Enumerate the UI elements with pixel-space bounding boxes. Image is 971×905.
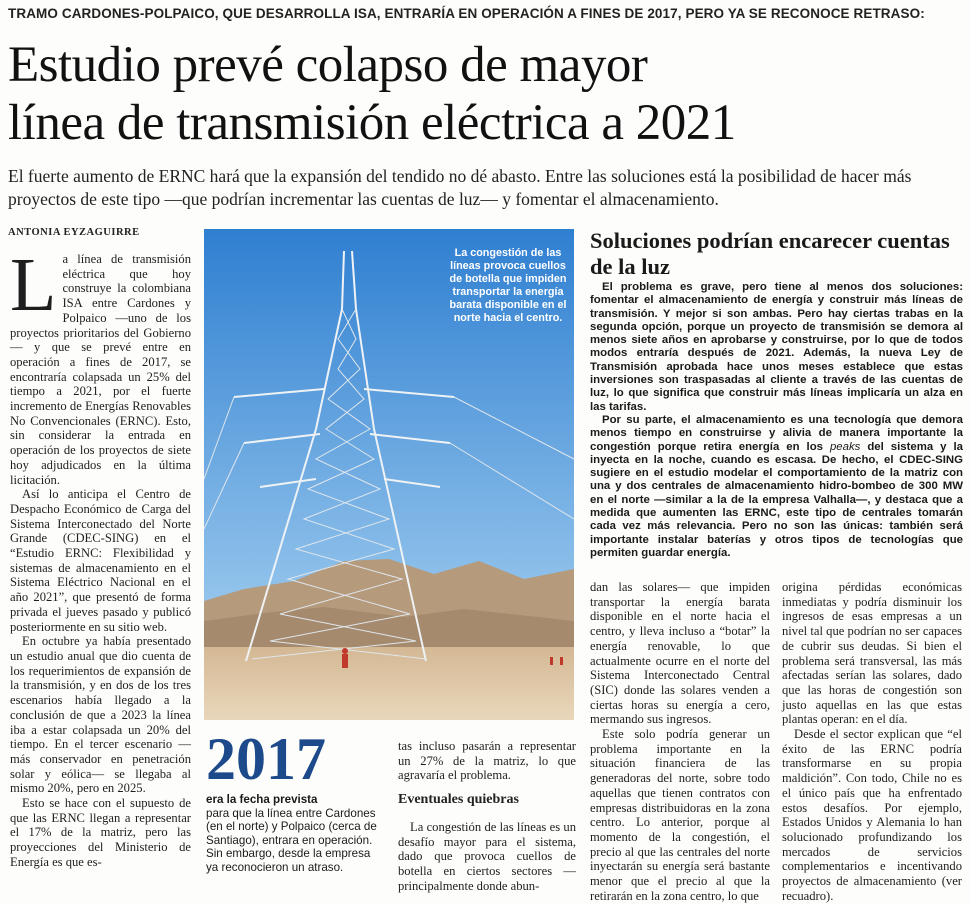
col1-paragraph-2: Así lo anticipa el Centro de Despacho Económico de Carga del Sistema Interconectado del Norte Grande (CDEC-SING) en el “Estudio ERNC: Flexibilidad y sistemas de almacenamiento en el Sistema Eléctrico Nacional en el año 2021”, que presentó de forma privada el jueves pasado y publicó posteriormente en su sitio web. <box>10 487 191 634</box>
column-1 <box>10 243 191 870</box>
sidebar-paragraph-2 <box>590 414 963 560</box>
sidebar-p2-emphasis: peaks <box>829 440 861 453</box>
kicker: TRAMO CARDONES-POLPAICO, QUE DESARROLLA ISA, ENTRARÍA EN OPERACIÓN A FINES DE 2017, PERO YA SE RECONOCE RETRASO: <box>8 6 925 21</box>
col5-paragraph-1: origina pérdidas económicas inmediatas y podría disminuir los ingresos de esas empresas a un nivel tal que podrían no ser capaces de cubrir sus deudas. Si bien el problema será transversal, las más afectadas serían las solares, dado que las horas de congestión son justo aquellas en las que estas plantas operan: en el día. <box>782 580 962 727</box>
col1-paragraph-3: En octubre ya había presentado un estudio anual que dio cuenta de los requerimientos de expansión de la transmisión, y en dos de los tres escenarios había llegado a la conclusión de que a 2023 la línea iba a estar colapsada un 20% del tiempo. En el tercer escenario —más conservador en penetración solar y eólica— se llegaba al mismo 20%, pero en 2025. <box>10 634 191 796</box>
sidebar-body <box>590 281 963 560</box>
photo-caption: La congestión de las líneas provoca cuellos de botella que impiden transportar la energía barata disponible en el norte hacia el centro. <box>449 247 567 324</box>
col4-paragraph-1: dan las solares— que impiden transportar la energía barata disponible en el norte hacia el centro, y lleva incluso a “botar” la energía renovable, lo que actualmente ocurre en el norte del Sistema Interconectado Central (SIC) donde las solares venden a ciertas horas su energía a cero, mermando sus ingresos. <box>590 580 770 727</box>
col1-paragraph-4: Esto se hace con el supuesto de que las ERNC llegan a representar el 17% de la matriz, pero las proyecciones del Ministerio de Energía es que es- <box>10 796 191 869</box>
stat-lead: era la fecha prevista <box>206 793 318 806</box>
col3-paragraph-2: La congestión de las líneas es un desafío mayor para el sistema, dado que provoca cuellos de botella en ciertos sectores —principalmente donde abun- <box>398 819 576 893</box>
sidebar-p2-part-a: Por su parte, el almacenamiento es una tecnología que demora menos tiempo en construirse y alivia de manera importante la congestión porque retira energía en los <box>590 413 963 453</box>
byline: ANTONIA EYZAGUIRRE <box>8 227 140 238</box>
col1-paragraph-1: a línea de transmisión eléctrica que hoy construye la colombiana ISA entre Cardones y Polpaico —uno de los proyectos prioritarios del Gobierno— y que se prevé entre en operación a fines de 2017, se encontraría colapsada un 25% del tiempo a 2021, por el fuerte incremento de Energías Renovables No Convencionales (ERNC). Esto, sin considerar la entrada en operación de los proyectos de siete hoy adjudicados en la última licitación. <box>10 252 191 487</box>
col5-paragraph-2: Desde el sector explican que “el éxito de las ERNC podría transformarse en su propia maldición”. Con todo, Chile no es el único país que ha enfrentado estos desafíos. Por ejemplo, Estados Unidos y Alemania lo han solucionado profundizando los mercados de servicios complementarios e incentivando proyectos de almacenamiento (ver recuadro). <box>782 727 962 903</box>
column-5 <box>782 580 962 903</box>
stat-text: para que la línea entre Cardones (en el norte) y Polpaico (cerca de Santiago), entrara en operación. Sin embargo, desde la empresa ya reconocieron un atraso. <box>206 806 377 874</box>
stat-number: 2017 <box>206 726 326 792</box>
dropcap: L <box>10 243 57 327</box>
headline-line-1: Estudio prevé colapso de mayor <box>8 37 648 93</box>
transmission-tower-photo <box>204 229 574 720</box>
column-3 <box>398 739 576 893</box>
headline <box>8 36 963 152</box>
deck: El fuerte aumento de ERNC hará que la expansión del tendido no dé abasto. Entre las soluciones está la posibilidad de hacer más proyectos de este tipo —que podrían incrementar las cuentas de luz— y fomentar el almacenamiento. <box>8 166 912 209</box>
col3-paragraph-1: tas incluso pasarán a representar un 27% de la matriz, lo que agravaría el problema. <box>398 739 576 783</box>
sidebar-paragraph-1: El problema es grave, pero tiene al menos dos soluciones: fomentar el almacenamiento de energía y construir más líneas de transmisión. Y mejor si son ambas. Pero hay ciertas trabas en la segunda opción, porque un proyecto de transmisión se demora al menos siete años en aprobarse y construirse, por lo que de todos modos entraría después de 2021. Además, la nueva Ley de Transmisión aprobada hace unos meses establece que estas inversiones son traspasadas al cliente a través de las cuentas de luz, lo que significa que construir más líneas implicaría un alza en las tarifas. <box>590 281 963 413</box>
sidebar-title: Soluciones podrían encarecer cuentas de la luz <box>590 228 950 279</box>
col4-paragraph-2: Este solo podría generar un problema importante en la situación financiera de las generadoras del norte, sobre todo aquellas que tienen contratos con empresas distribuidoras en la zona centro. Lo anterior, porque al momento de la congestión, el precio al que las centrales del norte inyectarán su energía será bastante menor que el precio al que la retirarán en la zona centro, lo que <box>590 727 770 903</box>
sidebar-p2-part-b: del sistema y la inyecta en la noche, cuando es escasa. De hecho, el CDEC-SING sugiere en el estudio modelar el comportamiento de la matriz con una y dos centrales de almacenamiento hidro-bombeo de 300 MW en el norte —similar a la de la empresa Valhalla—, y destaca que a medida que aumenten las ERNC, este tipo de centrales tomarán cada vez más relevancia. Pero no son las únicas: también será importante instalar baterías y otros tipos de tecnologías que permiten guardar energía. <box>590 440 963 559</box>
column-4 <box>590 580 770 903</box>
stat-caption <box>206 793 384 875</box>
subhead-eventuales-quiebras: Eventuales quiebras <box>398 792 519 808</box>
headline-line-2: línea de transmisión eléctrica a 2021 <box>8 95 736 151</box>
